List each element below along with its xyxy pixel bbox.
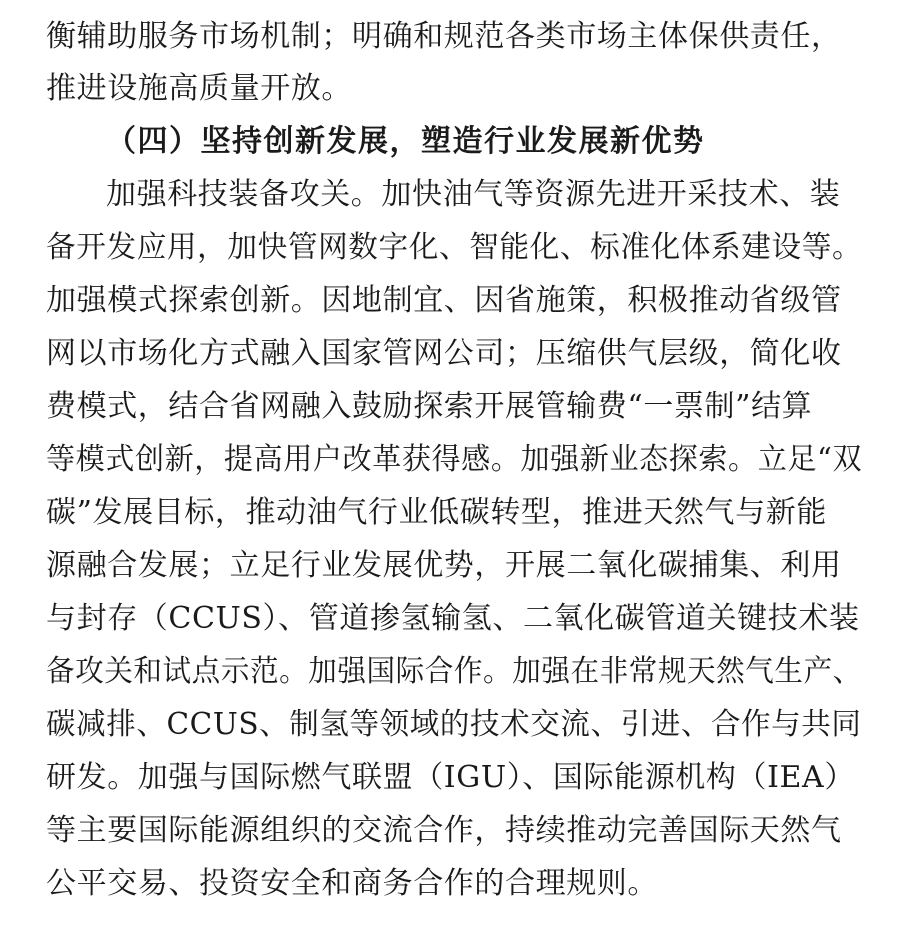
- paragraph-line-10: 源融合发展；立足行业发展优势，开展二氧化碳捕集、利用: [46, 548, 842, 583]
- paragraph-line-11: 与封存（CCUS）、管道掺氢输氢、二氧化碳管道关键技术装: [46, 601, 860, 636]
- paragraph-line-13: 碳减排、CCUS、制氢等领域的技术交流、引进、合作与共同: [46, 707, 862, 742]
- paragraph-line-14: 研发。加强与国际燃气联盟（IGU）、国际能源机构（IEA）: [46, 760, 855, 795]
- paragraph-line-9: 碳”发展目标，推动油气行业低碳转型，推进天然气与新能: [46, 495, 827, 530]
- paragraph-line-3: 加强科技装备攻关。加快油气等资源先进开采技术、装: [106, 177, 841, 212]
- paragraph-line-7: 费模式，结合省网融入鼓励探索开展管输费“一票制”结算: [46, 389, 813, 424]
- paragraph-line-6: 网以市场化方式融入国家管网公司；压缩供气层级，简化收: [46, 336, 842, 371]
- paragraph-line-2: 推进设施高质量开放。: [46, 71, 352, 106]
- paragraph-line-8: 等模式创新，提高用户改革获得感。加强新业态探索。立足“双: [46, 442, 863, 477]
- paragraph-line-15: 等主要国际能源组织的交流合作，持续推动完善国际天然气: [46, 813, 842, 848]
- section-heading: （四）坚持创新发展，塑造行业发展新优势: [106, 124, 705, 159]
- paragraph-line-16: 公平交易、投资安全和商务合作的合理规则。: [46, 866, 658, 901]
- paragraph-line-12: 备攻关和试点示范。加强国际合作。加强在非常规天然气生产、: [46, 654, 862, 689]
- paragraph-line-4: 备开发应用，加快管网数字化、智能化、标准化体系建设等。: [46, 230, 863, 265]
- paragraph-line-5: 加强模式探索创新。因地制宜、因省施策，积极推动省级管: [46, 283, 842, 318]
- paragraph-line-1: 衡辅助服务市场机制；明确和规范各类市场主体保供责任，: [46, 19, 842, 54]
